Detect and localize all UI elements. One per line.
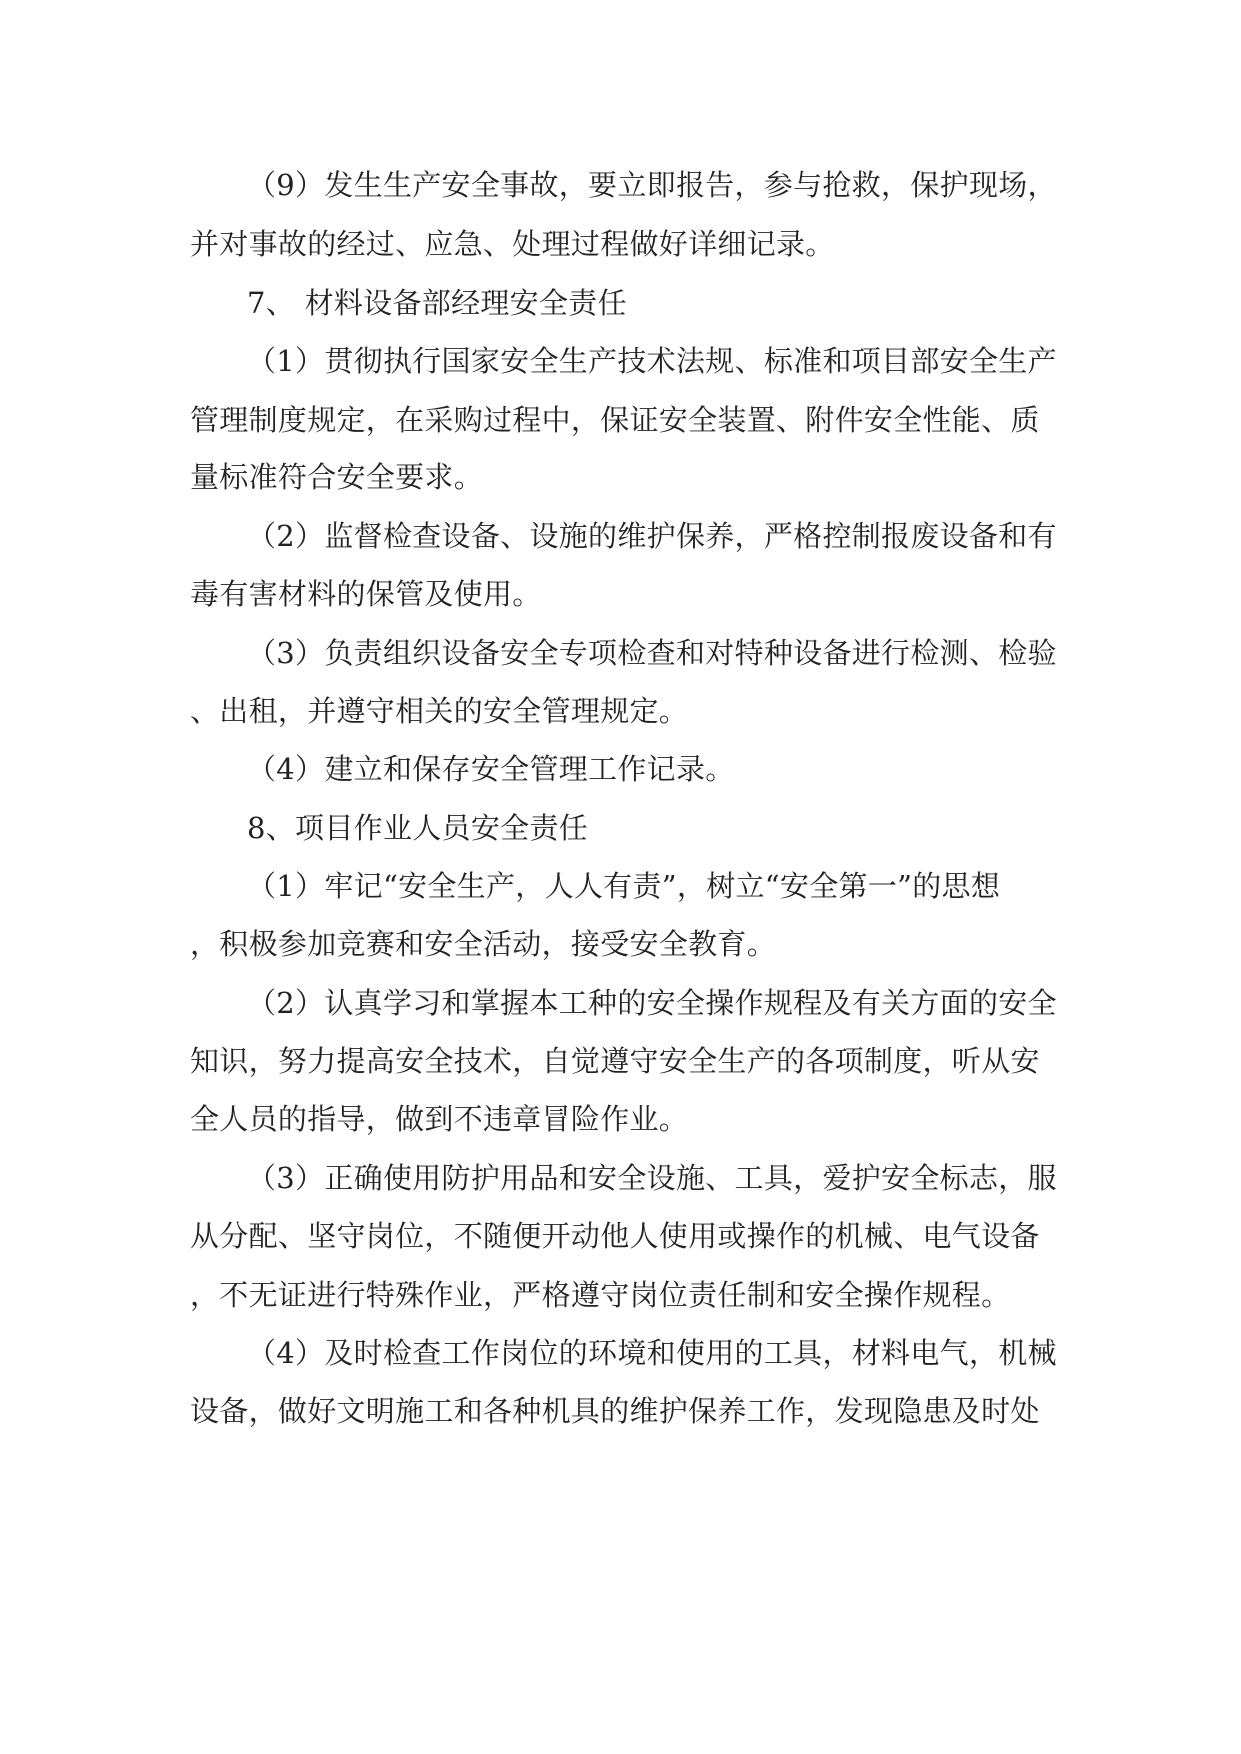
paragraph-line: （2）认真学习和掌握本工种的安全操作规程及有关方面的安全 <box>247 986 1057 1020</box>
paragraph-line: 量标准符合安全要求。 <box>190 460 484 494</box>
paragraph-line: 并对事故的经过、应急、处理过程做好详细记录。 <box>190 227 835 261</box>
paragraph-line: （4）及时检查工作岗位的环境和使用的工具，材料电气，机械 <box>247 1336 1057 1370</box>
paragraph-line: 管理制度规定，在采购过程中，保证安全装置、附件安全性能、质 <box>190 403 1040 437</box>
section-heading: 7、 材料设备部经理安全责任 <box>247 286 627 320</box>
paragraph-line: （4）建立和保存安全管理工作记录。 <box>247 752 735 786</box>
paragraph-line: （9）发生生产安全事故，要立即报告，参与抢救，保护现场， <box>247 168 1057 202</box>
paragraph-line: 知识，努力提高安全技术，自觉遵守安全生产的各项制度，听从安 <box>190 1044 1040 1078</box>
paragraph-line: （3）负责组织设备安全专项检查和对特种设备进行检测、检验 <box>247 636 1057 670</box>
paragraph-line: 设备，做好文明施工和各种机具的维护保养工作，发现隐患及时处 <box>190 1394 1040 1428</box>
paragraph-line: （3）正确使用防护用品和安全设施、工具，爱护安全标志，服 <box>247 1161 1057 1195</box>
paragraph-line: （1）牢记“安全生产，人人有责”，树立“安全第一”的思想 <box>247 869 1001 903</box>
paragraph-line: ，不无证进行特殊作业，严格遵守岗位责任制和安全操作规程。 <box>190 1278 1011 1312</box>
paragraph-line: 全人员的指导，做到不违章冒险作业。 <box>190 1102 689 1136</box>
paragraph-line: （2）监督检查设备、设施的维护保养，严格控制报废设备和有 <box>247 519 1057 553</box>
section-heading: 8、项目作业人员安全责任 <box>247 811 589 845</box>
paragraph-line: 毒有害材料的保管及使用。 <box>190 577 542 611</box>
paragraph-line: （1）贯彻执行国家安全生产技术法规、标准和项目部安全生产 <box>247 344 1057 378</box>
paragraph-line: 、出租，并遵守相关的安全管理规定。 <box>190 694 689 728</box>
paragraph-line: 从分配、坚守岗位，不随便开动他人使用或操作的机械、电气设备 <box>190 1219 1040 1253</box>
paragraph-line: ，积极参加竞赛和安全活动，接受安全教育。 <box>190 927 777 961</box>
